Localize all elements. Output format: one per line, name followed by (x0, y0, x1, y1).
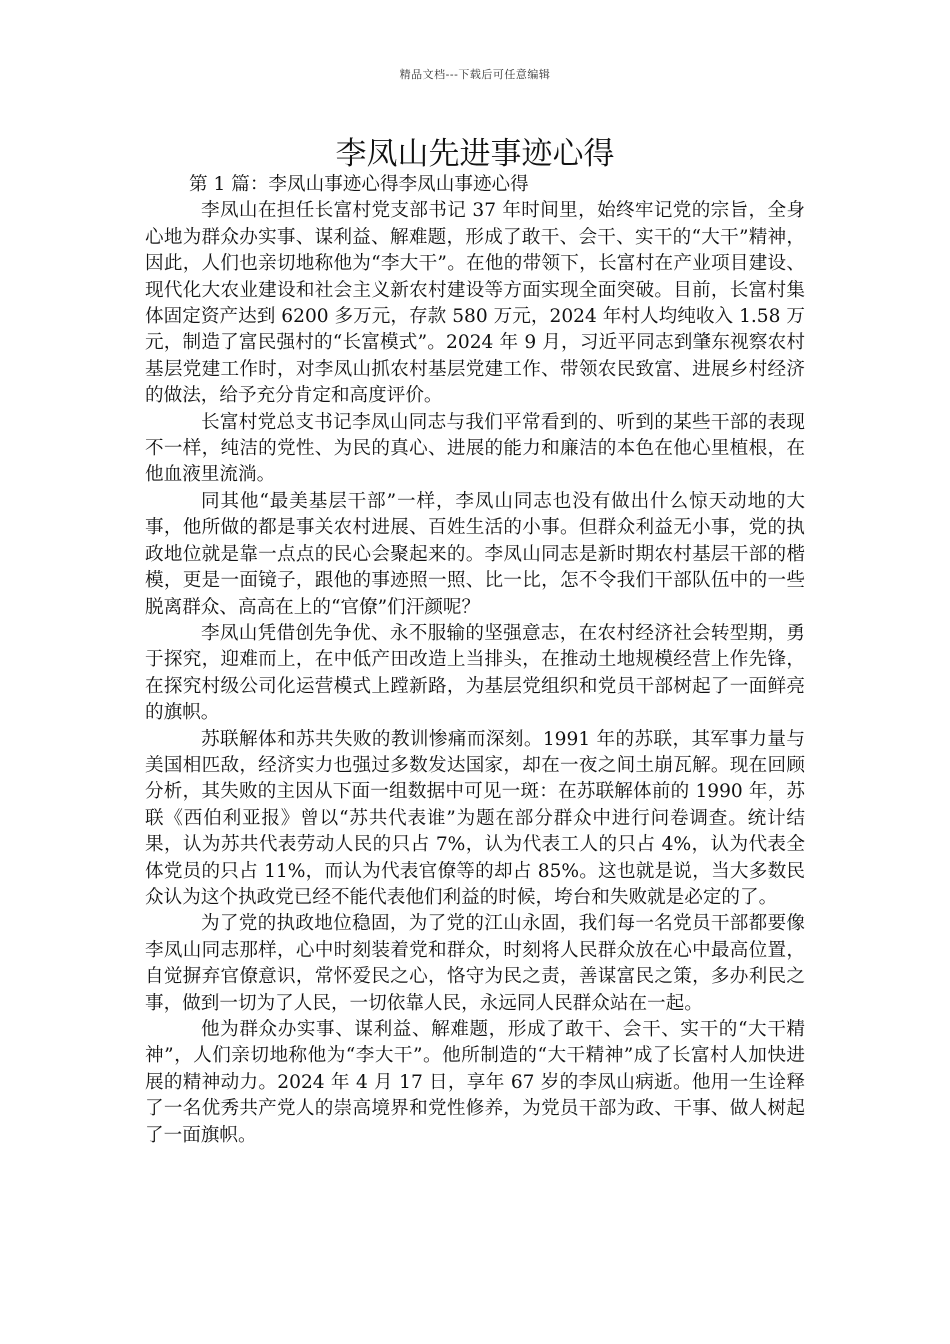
paragraph: 同其他“最美基层干部”一样，李凤山同志也没有做出什么惊天动地的大事，他所做的都是事关农村进展、百姓生活的小事。但群众利益无小事，党的执政地位就是靠一点点的民心会聚起来的。李凤山同志是新时期农村基层干部的楷模，更是一面镜子，跟他的事迹照一照、比一比，怎不令我们干部队伍中的一些脱离群众、高高在上的“官僚”们汗颜呢？ (145, 490, 805, 618)
paragraph: 长富村党总支书记李凤山同志与我们平常看到的、听到的某些干部的表现不一样，纯洁的党性、为民的真心、进展的能力和廉洁的本色在他心里植根，在他血液里流淌。 (145, 411, 805, 486)
document-body (145, 172, 805, 1149)
paragraph: 苏联解体和苏共失败的教训惨痛而深刻。1991 年的苏联，其军事力量与美国相匹敌，经济实力也强过多数发达国家，却在一夜之间土崩瓦解。现在回顾分析，其失败的主因从下面一组数据中可见一斑：在苏联解体前的 1990 年，苏联《西伯利亚报》曾以“苏共代表谁”为题在部分群众中进行问卷调查。统计结果，认为苏共代表劳动人民的只占 7%，认为代表工人的只占 4%，认为代表全体党员的只占 11%，而认为代表官僚等的却占 85%。这也就是说，当大多数民众认为这个执政党已经不能代表他们利益的时候，垮台和失败就是必定的了。 (145, 728, 805, 908)
paragraph: 他为群众办实事、谋利益、解难题，形成了敢干、会干、实干的“大干精神”，人们亲切地称他为“李大干”。他所制造的“大干精神”成了长富村人加快进展的精神动力。2024 年 4 月 17 日，享年 67 岁的李凤山病逝。他用一生诠释了一名优秀共产党人的崇高境界和党性修养，为党员干部为政、干事、做人树起了一面旗帜。 (145, 1019, 805, 1146)
paragraph: 为了党的执政地位稳固，为了党的江山永固，我们每一名党员干部都要像李凤山同志那样，心中时刻装着党和群众，时刻将人民群众放在心中最高位置，自觉摒弃官僚意识，常怀爱民之心，恪守为民之责，善谋富民之策，多办利民之事，做到一切为了人民，一切依靠人民，永远同人民群众站在一起。 (145, 913, 805, 1014)
paragraph: 李凤山凭借创先争优、永不服输的坚强意志，在农村经济社会转型期，勇于探究，迎难而上，在中低产田改造上当排头，在推动土地规模经营上作先锋，在探究村级公司化运营模式上蹚新路，为基层党组织和党员干部树起了一面鲜亮的旗帜。 (145, 622, 805, 724)
document-title: 李凤山先进事迹心得 (335, 136, 615, 172)
header-note: 精品文档---下载后可任意编辑 (399, 68, 551, 81)
section-heading: 第 1 篇：李凤山事迹心得李凤山事迹心得 (189, 174, 529, 195)
paragraph: 李凤山在担任长富村党支部书记 37 年时间里，始终牢记党的宗旨，全身心地为群众办实事、谋利益、解难题，形成了敢干、会干、实干的“大干”精神，因此，人们也亲切地称他为“李大干”。在他的带领下，长富村在产业项目建设、现代化大农业建设和社会主义新农村建设等方面实现全面突破。目前，长富村集体固定资产达到 6200 多万元，存款 580 万元，2024 年村人均纯收入 1.58 万元，制造了富民强村的“长富模式”。2024 年 9 月，习近平同志到肇东视察农村基层党建工作时，对李凤山抓农村基层党建工作、带领农民致富、进展乡村经济的做法，给予充分肯定和高度评价。 (145, 200, 805, 407)
